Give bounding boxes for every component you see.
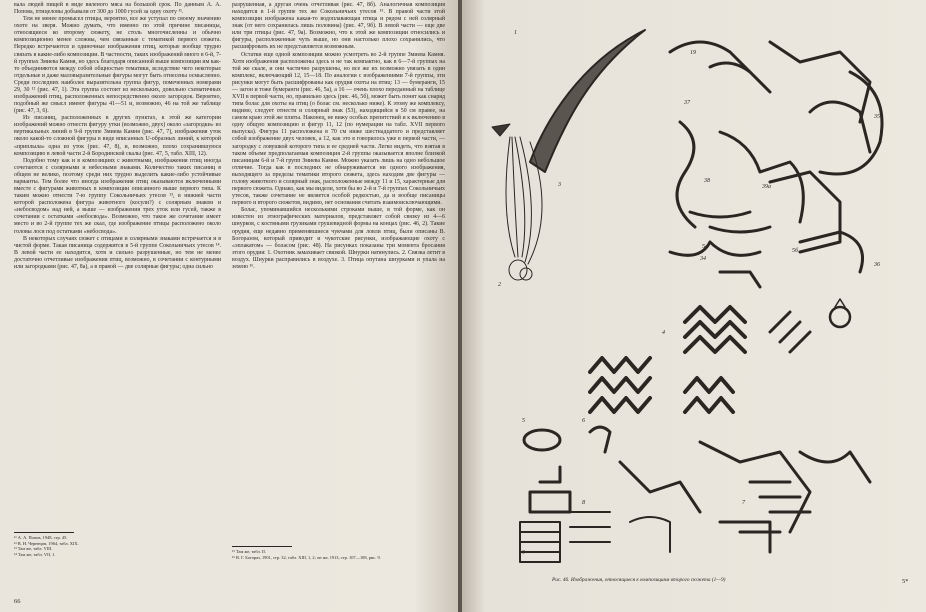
enclosure-composition: [670, 42, 882, 287]
right-page: [462, 0, 926, 612]
footnote: ¹¹ А. А. Попов, 1948, стр. 45.: [14, 535, 68, 540]
page-number-right: 5*: [902, 578, 909, 585]
figure-label: 36: [874, 262, 880, 268]
footnote: ¹⁴ Там же, табл. VII, 1.: [14, 551, 56, 557]
figure-label: 5: [522, 418, 525, 424]
bolas-drawing: [492, 124, 542, 280]
text-column-left: [14, 2, 221, 271]
paragraph: Подобно тому как и в композициях с животными, изображения птиц иногда сочетаются с солярными и небесными знаками. Количество таких писаниц в общем не велико, поэтому среди них трудно выделить какие-либо устойчивые варианты. Тем более что иногда изображения птиц оказываются включенными вместе с фигурами животных в композиции описанного выше первого типа. К таким можно отнести 7-ю группу Сокольничьих утесов ¹³, в нижней части которой расположена фигура животного (косули?) с солярным знаком и «небосводом» над ней, а выше — изображения трех уток или гусей, также в сочетании с остатками «небосвода». Возможно, что такое же сочетание имеет место и во 2-й группе тех же скал, где изображение птицы расположено около головы лося под остатками «небосвода».: [14, 157, 221, 235]
footnote-rule: [232, 546, 292, 547]
figure-label: 1: [514, 30, 517, 36]
figure-label: 37: [684, 100, 690, 106]
figure-label: 35: [874, 114, 880, 120]
paragraph: разрушенная, а другая очень отчетливая (рис. 47, 8б). Аналогичная композиция находится в 1-й группе тех же Сокольничьих утесов ¹⁵. В правой части этой композиции изображена какая-то водоплавающая птица и рядом с ней солярный знак (от него сохранилась лишь половина) (рис. 47, 9б). В левой части — еще две или три птицы (рис. 47, 9а). Возможно, что к этой же композиции относились и фигуры, расположенные чуть выше, но они настолько плохо сохранились, что расшифровать их не представляется возможным.: [232, 2, 445, 51]
figure-46-petroglyphs: [470, 12, 920, 572]
page-number-left: 66: [14, 598, 21, 605]
zigzag-drawing: [590, 358, 733, 412]
ring-drawing: [524, 427, 610, 452]
paragraph: В некоторых случаях сюжет с птицами и солярными знаками встречается и в чистой форме. Такая писаница содержится в 5-й группе Сокольничьих утесов ¹⁴. В левой части ее находится, хотя и сильно разрушенные, но тем не менее достаточно отчетливые изображения птиц, возможно, в сочетании с контурными или загородками (рис. 47, 8а), а в правой — две солярные фигуры; одна сильно: [14, 235, 221, 270]
footnote-rule: [14, 532, 74, 533]
left-page: [0, 0, 460, 612]
figure-label: 7: [742, 500, 745, 506]
figure-label: 6: [582, 418, 585, 424]
figure-label: 19: [690, 50, 696, 56]
footnotes-right: [232, 549, 445, 560]
text-column-right: [232, 2, 445, 271]
figure-label: 34: [700, 256, 706, 262]
figure-label: 38: [704, 178, 710, 184]
figure-label: 5б: [792, 248, 799, 254]
paragraph: вала людей пищей в виде вяленого мяса на большой срок. По данным А. А. Попова, птицеловы добывали от 300 до 1000 гусей за одну охоту ¹¹.: [14, 2, 221, 16]
lower-composition: [530, 442, 870, 552]
figure-label: 5а: [702, 244, 708, 250]
figure-label: 8: [582, 500, 585, 506]
footnotes-left: [14, 535, 221, 557]
footnote: ¹² В. Н. Чернецов, 1964, табл. XIX.: [14, 540, 79, 546]
paragraph: Тем не менее промысел птицы, вероятно, все же уступал по своему значению охоте на зверя. Можно думать, что именно по этой причине писаницы, относящиеся ко второму сюжету, не столь многочисленны и обычно композиционно менее сложны, чем связанные с тематикой первого сюжета. Нередко встречаются и одиночные изображения птиц, которые вообще трудно связать в какие-либо композиции. В частности, таких изображений много в 6-й, 7-й группах Змиева Камня, но здесь благодаря описанной выше композиции им как-то объединяются между собой общностью тематики, вследствие чего некоторые отдельные и даже маловыразительные фигуры могут быть отнесены осмысленно. Среди последних наиболее выразительна группа фигур, помеченных номерами 29, 30 ¹² (рис. 47, 1). Эта группа состоит из нескольких, довольно схематичных изображений птиц, расположенных непосредственно около загородок. Вероятно, подобный же смысл имеют фигуры 41—51 и, возможно, 46 на той же таблице (рис. 47, 3, 6).: [14, 16, 221, 115]
figure-label: 2: [498, 282, 501, 288]
figure-label: 9: [522, 550, 525, 556]
paragraph: Болас, упоминавшийся несколькими строками выше, в той форме, как он известен из этнографических материалов, представляет собой связку из 4—6 шнурков, с костяными грузиками грушевидной формы на концах (рис. 46, 2). Такие орудия, еще недавно применявшиеся чукчами для ловли птиц, были описаны В. Богоразом, который приводит и чукотские рисунки, изображающие охоту с «эплакатом» — боласом (рис. 48). На рисунках показаны три момента бросания этого орудия: 1. Охотник замахивает связкой. Шнурки натянулись. 2. Связка летит в воздух. Шнурки расправились в воздухе. 3. Птица опутана шнурками и упала на землю ¹⁶.: [232, 207, 445, 270]
boomerang-drawing: [530, 30, 645, 172]
hatched-figure: [520, 512, 670, 562]
paragraph: Из писаниц, расположенных в других пунктах, к этой же категории изображений можно отнести фигуру утки (возможно, двух) около «загородки» из вертикальных линий в 9-й группе Змиева Камня (рис. 47, 7), изображения уток около какой-то сложной фигуры в виде вписанных U-образных линий, к которой «приплыла» одна из уток (рис. 47, 8), и, возможно, плохо сохранившуюся композицию в левой части 2-й Бородинской скалы (рис. 47, 5, табл. XIII, 12).: [14, 115, 221, 157]
figure-caption: Рис. 46. Изображения, относящиеся к композициям второго сюжета (1—9): [552, 577, 726, 583]
footnote: ¹⁶ В. Г. Богораз, 1901, стр. 32, табл. XIII, 1, 2; он же, 1913, стр. 107—108, рис. 9.: [232, 554, 381, 560]
figure-label: 39а: [762, 184, 771, 190]
footnote: ¹³ Там же, табл. VIII.: [14, 546, 53, 552]
figure-label: 3: [558, 182, 561, 188]
footnote: ¹⁵ Там же, табл. II.: [232, 549, 266, 554]
wavy-lines-drawing: [685, 299, 850, 352]
paragraph: Остатки еще одной композиции можно усмотреть во 2-й группе Змиева Камня. Хотя изображения расположены здесь и не так компактно, как в 6—7-й группах на той же скале, и они частично разрушены, но все же их возможно увязать в один комплекс, включающий 12, 15—18. По аналогии с изображениями 7-й группы, эти рисунки могут быть расшифрованы как орудия охоты на птиц: 13 — бумеранги, 15 — загон и тоже бумеранги (рис. 46, 5а), а 16 — очень плохо переданный на таблице XVII в первой части, но, правильно здесь (рис. 46, 5б), может быть понят как снаряд типа болас для охоты на птиц (о болас см. несколько ниже). К этому же комплексу, видимо, следует отнести и солярный знак (53), находящийся в 50 см правее, на самом краю этой же плиты. Наконец, не вижу особых препятствий и к включению в одну общую композицию и фигур 11, 12 (по нумерации на табл. XVII первого выпуска). Фигура 11 расположена в 70 см ниже шестнадцатого и представляет собой изображение двух человек, а 12, как это я говорилось уже в первой части, — загородку с ловушкой которого типа и ее средней части. Легко видеть, что взятая в таком объеме предполагаемая композиция 2-й группы оказывается вполне близкой писаницам 6-й и 7-й групп Змиева Камня. Можно указать лишь на одно небольшое отличие. Тогда как в последних не обнаруживается ни одного изображения, выходящего за пределы тематики второго сюжета, здесь находим две фигуры — голову животного и солярный знак, расположенные между 11 и 15, характерные для первого сюжета. Однако, как мы видели, хотя бы во 2-й и 7-й группах Сокольничьих утесов, также сочетание не является особой редкостью, да и вообще писаницы первого и второго сюжетов, видимо, нет основания считать взаимоисключающими.: [232, 51, 445, 207]
figure-label: 4: [662, 330, 665, 336]
